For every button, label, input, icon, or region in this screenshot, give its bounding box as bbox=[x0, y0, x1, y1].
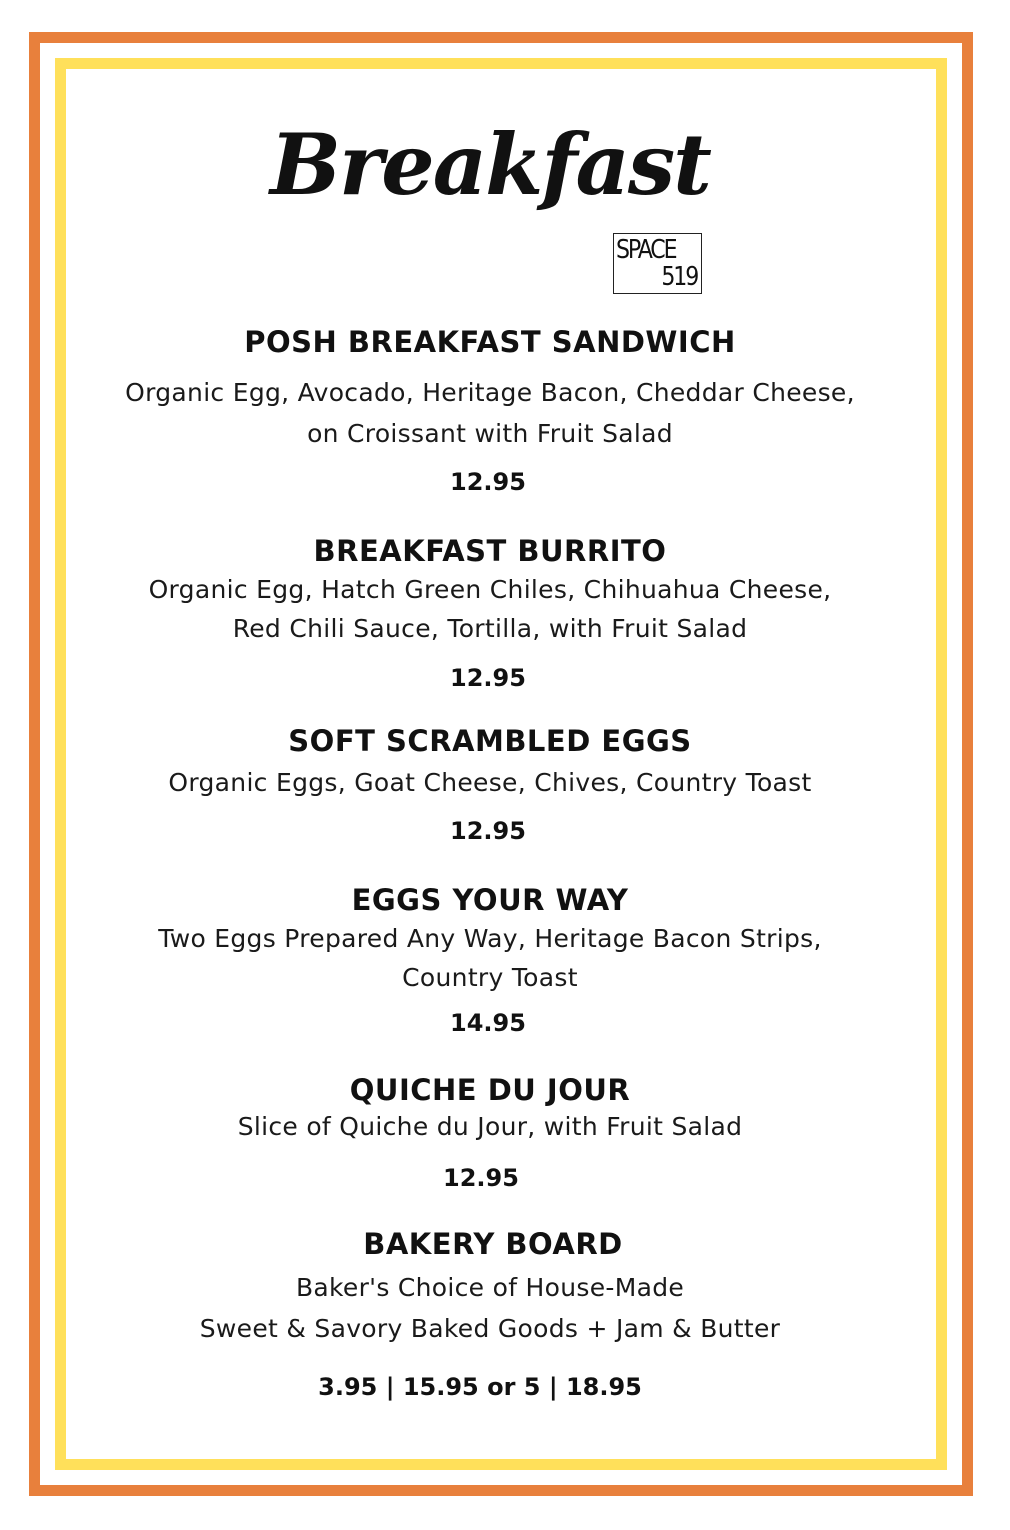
item-price-soft-scrambled-eggs: 12.95 bbox=[450, 817, 526, 845]
item-desc-line: Country Toast bbox=[402, 963, 578, 992]
item-name-eggs-your-way: EGGS YOUR WAY bbox=[351, 883, 629, 917]
item-desc-line: Slice of Quiche du Jour, with Fruit Salad bbox=[237, 1112, 743, 1141]
item-name-bakery-board: BAKERY BOARD bbox=[363, 1227, 623, 1261]
item-desc-line: Organic Egg, Hatch Green Chiles, Chihuahua Cheese, bbox=[148, 575, 832, 604]
item-name-quiche-du-jour: QUICHE DU JOUR bbox=[349, 1073, 631, 1107]
item-desc-breakfast-burrito bbox=[0, 570, 980, 648]
item-name-soft-scrambled-eggs: SOFT SCRAMBLED EGGS bbox=[288, 724, 692, 758]
item-price-posh-breakfast-sandwich: 12.95 bbox=[450, 468, 526, 496]
logo-text-line2: 519 bbox=[661, 262, 697, 292]
item-desc-eggs-your-way bbox=[0, 919, 980, 997]
item-desc-line: Two Eggs Prepared Any Way, Heritage Bacon Strips, bbox=[158, 924, 822, 953]
item-desc-line: on Croissant with Fruit Salad bbox=[307, 419, 673, 448]
item-desc-line: Red Chili Sauce, Tortilla, with Fruit Salad bbox=[232, 614, 748, 643]
item-name-posh-breakfast-sandwich: POSH BREAKFAST SANDWICH bbox=[244, 325, 736, 359]
item-name-breakfast-burrito: BREAKFAST BURRITO bbox=[313, 534, 667, 568]
item-desc-line: Baker's Choice of House-Made bbox=[295, 1273, 685, 1302]
item-price-breakfast-burrito: 12.95 bbox=[450, 664, 526, 692]
item-desc-line: Sweet & Savory Baked Goods + Jam & Butter bbox=[199, 1314, 781, 1343]
item-price-eggs-your-way: 14.95 bbox=[450, 1009, 526, 1037]
item-price-bakery-board: 3.95 | 15.95 or 5 | 18.95 bbox=[318, 1373, 642, 1401]
logo-text-line1: SPACE bbox=[616, 235, 676, 265]
item-desc-bakery-board bbox=[0, 1267, 980, 1349]
item-desc-soft-scrambled-eggs bbox=[0, 763, 980, 802]
item-desc-quiche-du-jour bbox=[0, 1107, 980, 1146]
menu-title: Breakfast bbox=[270, 115, 710, 214]
item-price-quiche-du-jour: 12.95 bbox=[443, 1164, 519, 1192]
space-519-logo bbox=[613, 233, 702, 294]
item-desc-posh-breakfast-sandwich bbox=[0, 372, 980, 454]
item-desc-line: Organic Egg, Avocado, Heritage Bacon, Cheddar Cheese, bbox=[125, 378, 855, 407]
item-desc-line: Organic Eggs, Goat Cheese, Chives, Country Toast bbox=[168, 768, 812, 797]
